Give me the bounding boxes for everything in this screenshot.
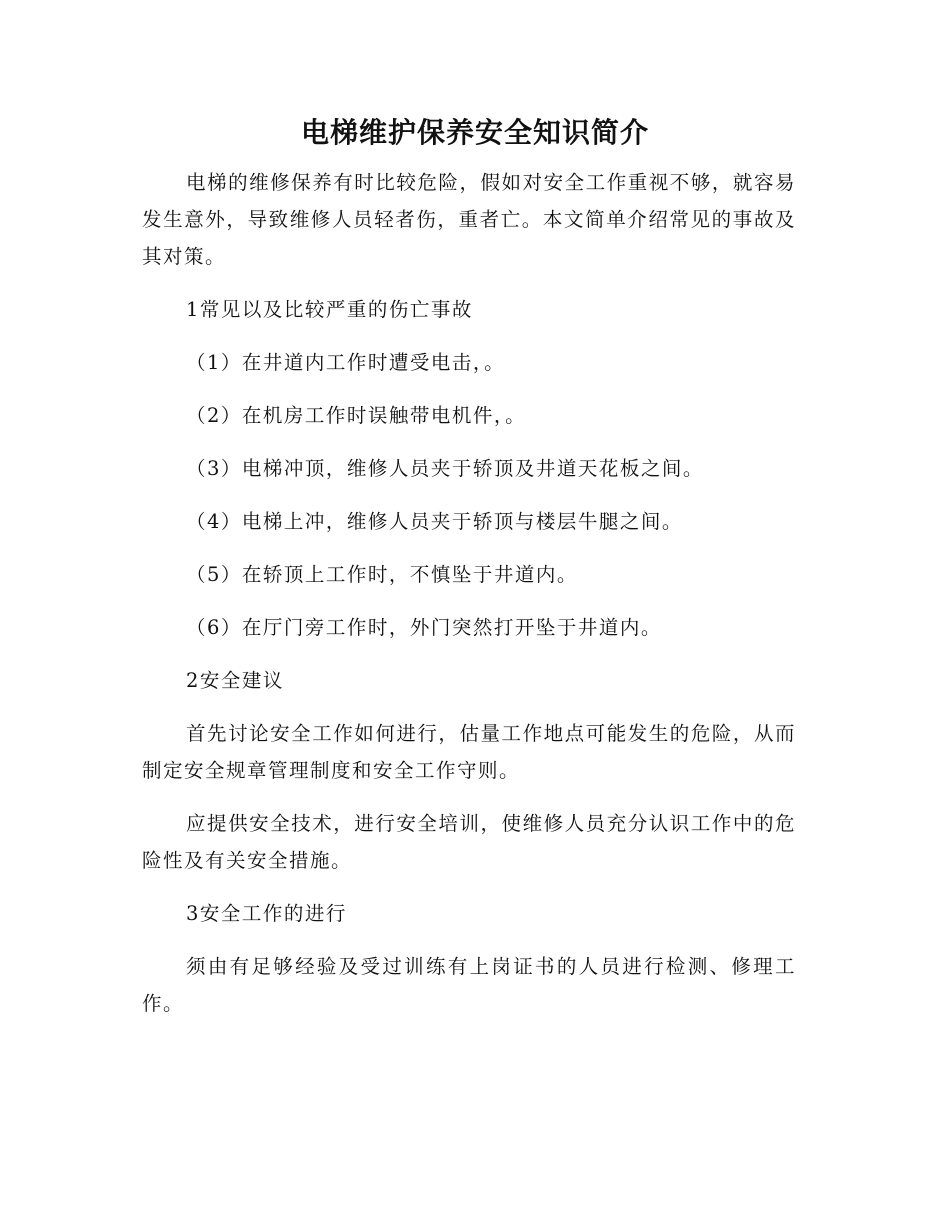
suggestion-paragraph-2: 应提供安全技术，进行安全培训，使维修人员充分认识工作中的危险性及有关安全措施。 xyxy=(142,812,796,872)
section-heading-accidents: 1常见以及比较严重的伤亡事故 xyxy=(186,298,473,321)
list-item-accident-3: （3）电梯冲顶，维修人员夹于轿顶及井道天花板之间。 xyxy=(186,457,704,480)
list-item-accident-5: （5）在轿顶上工作时，不慎坠于井道内。 xyxy=(186,563,578,586)
work-process-paragraph: 须由有足够经验及受过训练有上岗证书的人员进行检测、修理工作。 xyxy=(142,955,796,1015)
list-item-accident-6: （6）在厅门旁工作时，外门突然打开坠于井道内。 xyxy=(186,616,662,639)
suggestion-paragraph-1: 首先讨论安全工作如何进行，估量工作地点可能发生的危险，从而制定安全规章管理制度和安全工作守则。 xyxy=(142,722,796,782)
section-heading-suggestions: 2安全建议 xyxy=(186,669,284,692)
section-heading-work-process: 3安全工作的进行 xyxy=(186,902,347,925)
document-body xyxy=(142,164,796,1022)
document-title: 电梯维护保养安全知识简介 xyxy=(300,116,649,149)
intro-paragraph: 电梯的维修保养有时比较危险，假如对安全工作重视不够，就容易发生意外，导致维修人员轻者伤，重者亡。本文简单介绍常见的事故及其对策。 xyxy=(142,171,796,268)
list-item-accident-4: （4）电梯上冲，维修人员夹于轿顶与楼层牛腿之间。 xyxy=(186,510,683,533)
list-item-accident-1: （1）在井道内工作时遭受电击，。 xyxy=(186,351,506,374)
list-item-accident-2: （2）在机房工作时误触带电机件，。 xyxy=(186,404,527,427)
